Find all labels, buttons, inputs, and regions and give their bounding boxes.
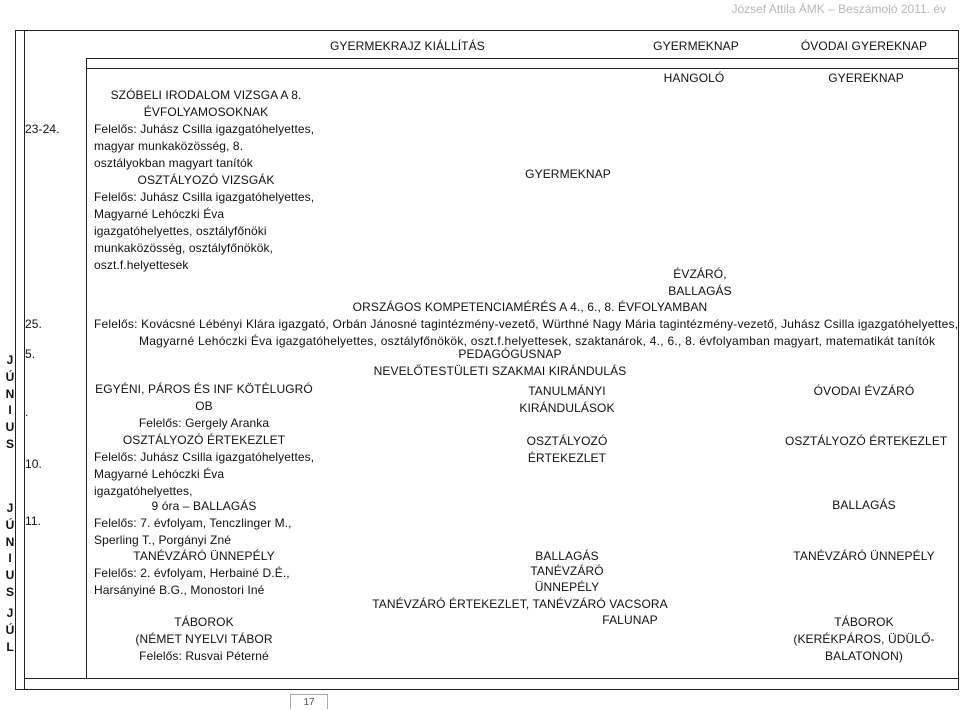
cell-ballagas-right: BALLAGÁS xyxy=(832,498,896,512)
text-line: (NÉMET NYELVI TÁBOR xyxy=(135,632,273,646)
text-line: OB xyxy=(195,399,213,413)
cell-hangolo: HANGOLÓ xyxy=(663,71,725,85)
text-line: OSZTÁLYOZÓ ÉRTEKEZLET xyxy=(122,433,286,447)
text-line: oszt.f.helyettesek xyxy=(94,258,189,272)
cell-evzaro: ÉVZÁRÓ, xyxy=(673,267,727,281)
text-line: Felelős: Juhász Csilla igazgatóhelyettes, xyxy=(94,190,315,204)
page-header: József Attila ÁMK – Beszámoló 2011. év xyxy=(731,2,946,16)
szakmai-kirandulas: NEVELŐTESTÜLETI SZAKMAI KIRÁNDULÁS xyxy=(373,364,627,378)
cell-ertekezlet: ÉRTEKEZLET xyxy=(527,451,607,465)
text-line: EGYÉNI, PÁROS ÉS INF KÖTÉLUGRÓ xyxy=(95,382,313,396)
cell-falunap: FALUNAP xyxy=(602,613,658,627)
text-line: Sperling T., Porgányi Zné xyxy=(94,533,232,547)
kompetenciameres-title: ORSZÁGOS KOMPETENCIAMÉRÉS A 4., 6., 8. ÉVFOLYAMBAN xyxy=(352,300,708,314)
month-label-junius: J Ú N I U S xyxy=(5,353,15,451)
top-cell-gyermekrajz: GYERMEKRAJZ KIÁLLÍTÁS xyxy=(330,39,485,53)
text-line: Magyarné Lehóczki Éva xyxy=(94,467,225,481)
cell-balatonon: BALATONON) xyxy=(825,649,903,663)
cell-tanevzaro-mid: TANÉVZÁRÓ xyxy=(530,564,604,578)
date-23-24: 23-24. xyxy=(25,122,60,136)
cell-kirandulasok: KIRÁNDULÁSOK xyxy=(519,401,615,415)
text-line: TANÉVZÁRÓ ÜNNEPÉLY xyxy=(133,549,275,563)
divider xyxy=(24,678,959,679)
text-line: Felelős: Juhász Csilla igazgatóhelyettes, xyxy=(94,122,315,136)
month-label-junius: J Ú N I U S xyxy=(5,501,15,599)
text-line: igazgatóhelyettes, xyxy=(94,484,193,498)
text-line: ÉVFOLYAMOSOKNAK xyxy=(143,105,269,119)
divider xyxy=(86,58,87,678)
divider xyxy=(86,58,959,59)
top-cell-gyermeknap: GYERMEKNAP xyxy=(653,39,739,53)
divider xyxy=(86,68,959,69)
cell-tanevzaro-unnepely: TANÉVZÁRÓ ÜNNEPÉLY xyxy=(793,549,935,563)
text-line: Felelős: 7. évfolyam, Tenczlinger M., xyxy=(94,516,292,530)
cell-taborok: TÁBOROK xyxy=(834,615,894,629)
date-10: 10. xyxy=(25,457,42,471)
text-line: OSZTÁLYOZÓ VIZSGÁK xyxy=(137,173,275,187)
kompetenciameres-responsible: Felelős: Kovácsné Lébényi Klára igazgató, Orbán Jánosné tagintézmény-vezető, Würthné Nagy Mária tagintézmény-vezető, Juhász Csilla igazgatóhelyettes, xyxy=(94,317,959,331)
date-25: 25. xyxy=(25,317,42,331)
date-dot: . xyxy=(25,405,29,419)
cell-unnepely-mid: ÜNNEPÉLY xyxy=(534,580,600,594)
cell-kerekparos: (KERÉKPÁROS, ÜDÜLŐ- xyxy=(793,632,935,646)
month-label-julius: J Ú L xyxy=(5,606,15,654)
text-line: Harsányiné B.G., Monostori Iné xyxy=(94,583,265,597)
cell-tanulmanyi: TANULMÁNYI xyxy=(528,384,606,398)
date-11: 11. xyxy=(25,514,42,528)
cell-ovodai-evzaro: ÓVODAI ÉVZÁRÓ xyxy=(813,384,915,398)
text-line: Felelős: Rusvai Péterné xyxy=(139,649,269,663)
text-line: 9 óra – BALLAGÁS xyxy=(151,499,257,513)
top-cell-ovodai-gyereknap: ÓVODAI GYEREKNAP xyxy=(800,39,928,53)
text-line: Magyarné Lehóczki Éva xyxy=(94,207,225,221)
tanevzaro-vacsora: TANÉVZÁRÓ ÉRTEKEZLET, TANÉVZÁRÓ VACSORA xyxy=(372,597,668,611)
cell-osztalyozo: OSZTÁLYOZÓ xyxy=(526,434,608,448)
kompetenciameres-responsible: Magyarné Lehóczki Éva igazgatóhelyettes, osztályfőnökök, oszt.f.helyettesek, szaktanárok, 4., 6., 8. évfolyamban magyart, matematikát tanítók xyxy=(139,334,936,348)
cell-ballagas: BALLAGÁS xyxy=(668,284,732,298)
pedagogusnap: PEDAGÓGUSNAP xyxy=(458,347,562,361)
text-line: Felelős: 2. évfolyam, Herbainé D.É., xyxy=(94,566,290,580)
cell-gyereknap: GYEREKNAP xyxy=(828,71,904,85)
text-line: Felelős: Juhász Csilla igazgatóhelyettes, xyxy=(94,450,315,464)
text-line: Felelős: Gergely Aranka xyxy=(138,416,270,430)
text-line: magyar munkaközösség, 8. xyxy=(94,139,244,153)
text-line: osztályokban magyart tanítók xyxy=(94,156,253,170)
date-5: 5. xyxy=(25,347,36,361)
cell-ballagas-mid: BALLAGÁS xyxy=(535,549,599,563)
text-line: igazgatóhelyettes, osztályfőnöki xyxy=(94,224,267,238)
cell-osztalyozo-ertekezlet: OSZTÁLYOZÓ ÉRTEKEZLET xyxy=(785,434,948,448)
text-line: SZÓBELI IRODALOM VIZSGA A 8. xyxy=(110,88,302,102)
page-number: 17 xyxy=(290,694,328,709)
text-line: munkaközösség, osztályfőnökök, xyxy=(94,241,274,255)
text-line: TÁBOROK xyxy=(174,615,234,629)
cell-gyermeknap-mid: GYERMEKNAP xyxy=(525,167,611,181)
